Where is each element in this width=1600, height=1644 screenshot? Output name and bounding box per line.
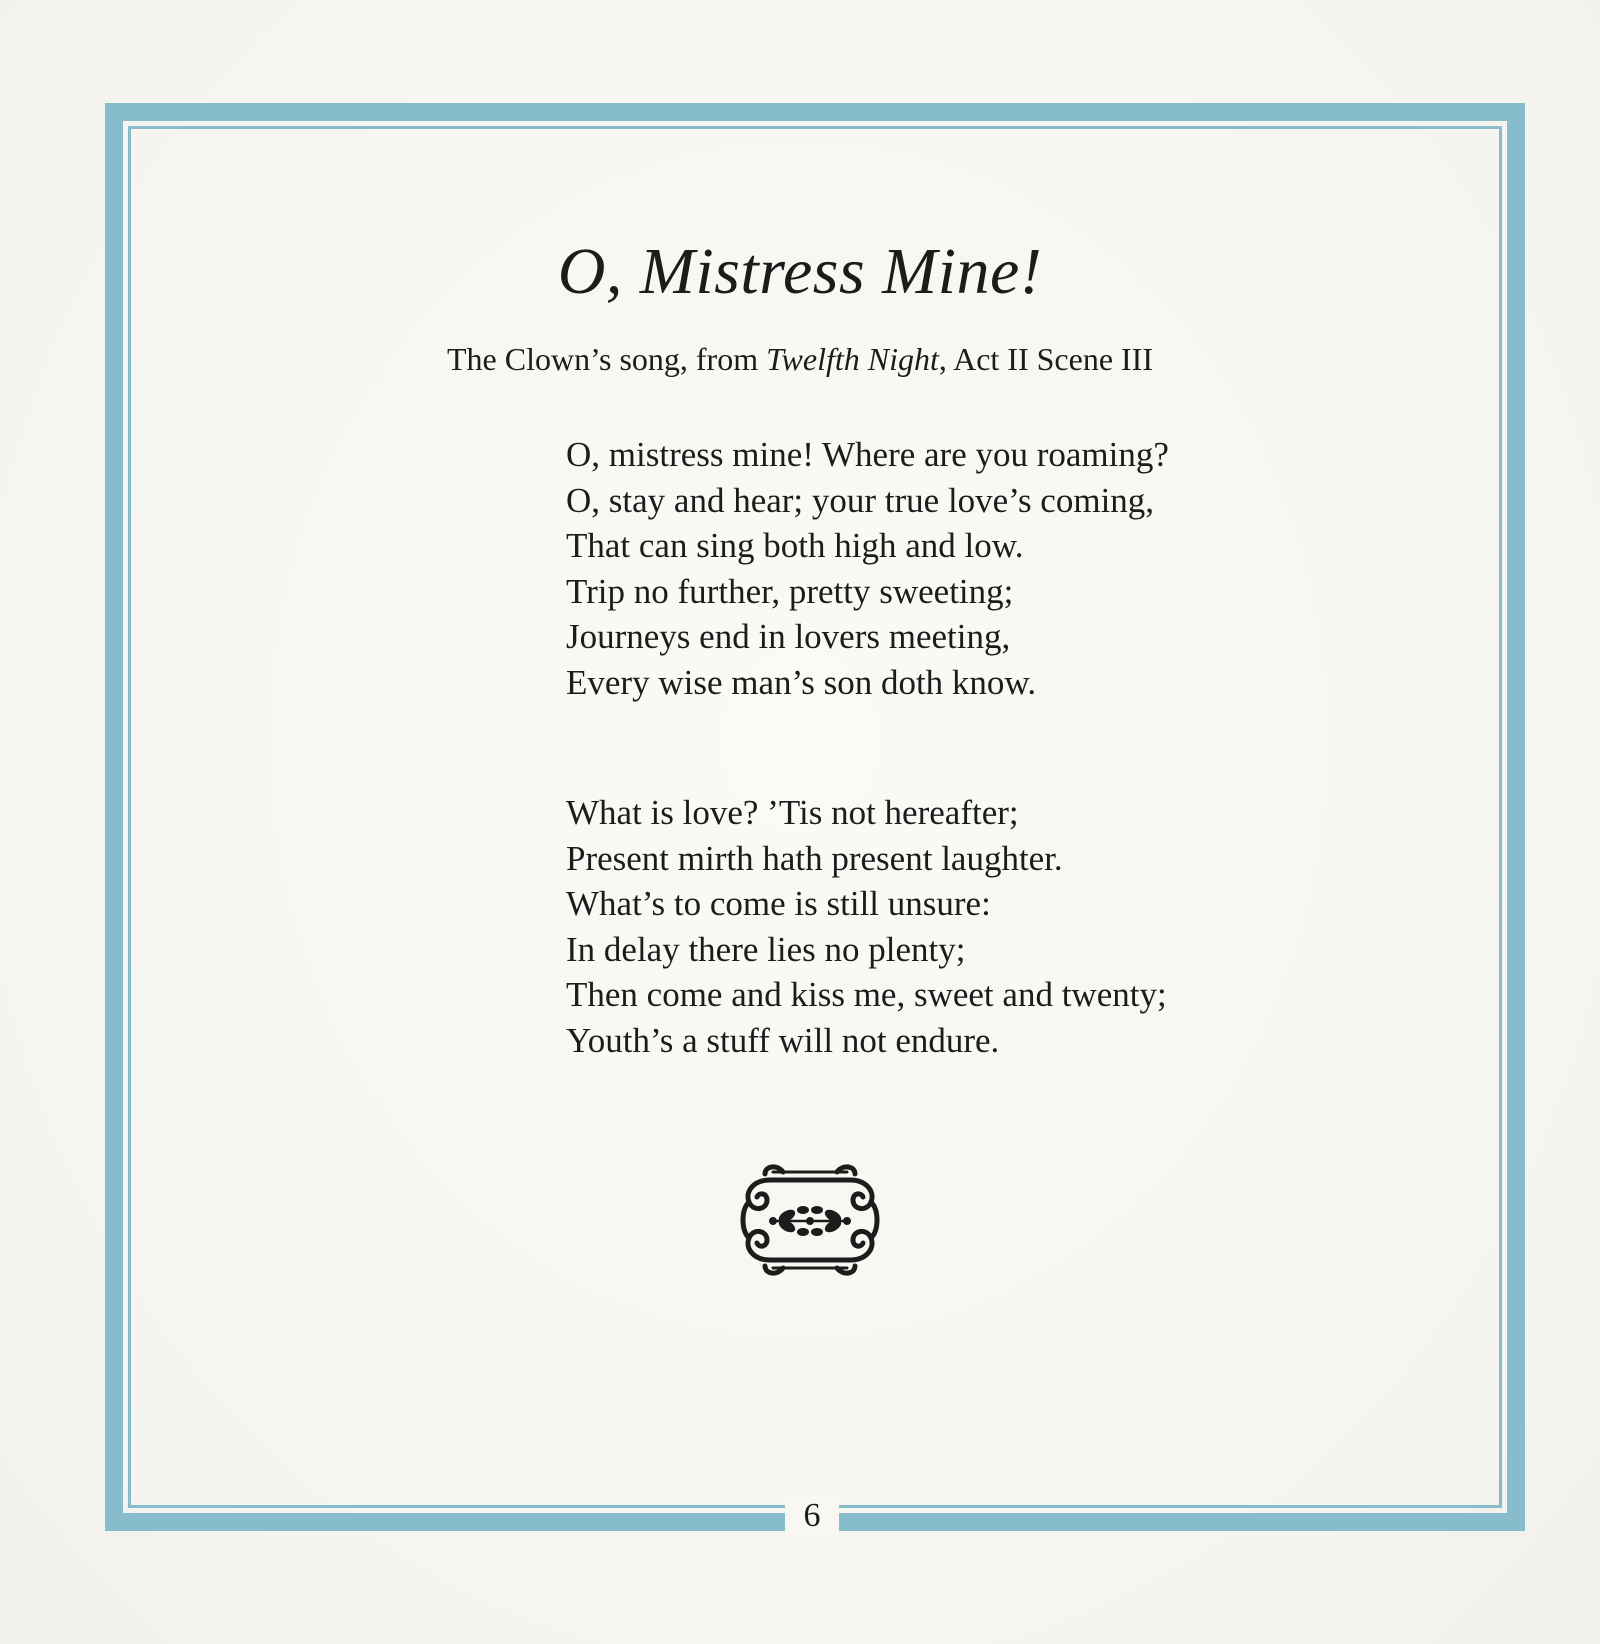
subtitle-work-title: Twelfth Night (766, 341, 939, 377)
verse-line: Youth’s a stuff will not endure. (566, 1020, 1000, 1060)
verse-line: Every wise man’s son doth know. (566, 662, 1037, 702)
page-number: 6 (803, 1497, 821, 1534)
verse-line: In delay there lies no plenty; (566, 929, 966, 969)
stanza-1 (566, 432, 1169, 706)
verse-line: Present mirth hath present laughter. (566, 838, 1063, 878)
verse-line: What is love? ’Tis not hereafter; (566, 793, 1019, 832)
verse-line: What’s to come is still unsure: (566, 884, 991, 924)
subtitle-suffix: , Act II Scene III (938, 341, 1153, 377)
subtitle-prefix: The Clown’s song, from (447, 341, 767, 377)
poem-subtitle (0, 338, 1600, 380)
scrollwork-ornament-icon (735, 1158, 885, 1282)
verse-line: Then come and kiss me, sweet and twenty; (566, 975, 1167, 1015)
verse-line: Journeys end in lovers meeting, (566, 617, 1011, 657)
poem-title: O, Mistress Mine! (557, 235, 1043, 308)
verse-line: O, mistress mine! Where are you roaming? (566, 435, 1169, 474)
stanza-2 (566, 790, 1167, 1064)
verse-line: O, stay and hear; your true love’s coming, (566, 480, 1155, 520)
verse-line: That can sing both high and low. (566, 526, 1024, 566)
verse-line: Trip no further, pretty sweeting; (566, 571, 1014, 611)
